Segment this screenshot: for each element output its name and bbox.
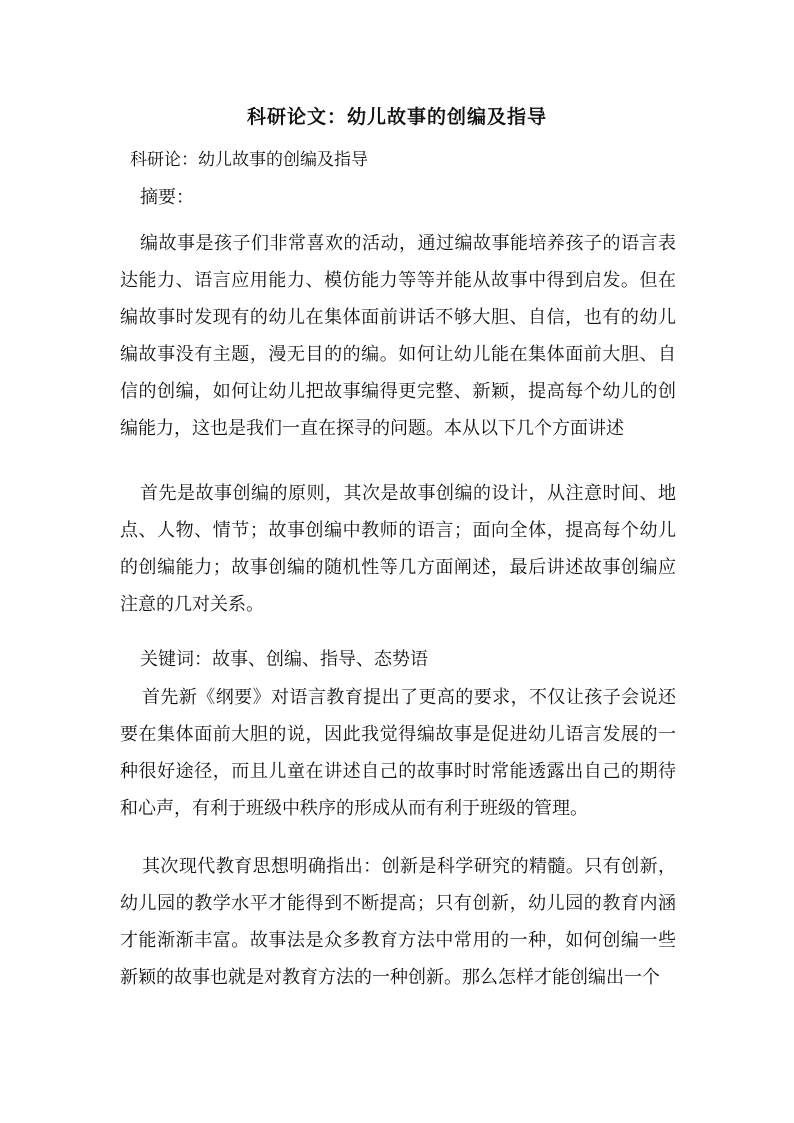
document-title: 科研论文：幼儿故事的创编及指导 bbox=[246, 106, 547, 128]
abstract-label: 摘要： bbox=[140, 187, 194, 208]
body-paragraph-2: 其次现代教育思想明确指出：创新是科学研究的精髓。只有创新，幼儿园的教学水平才能得到不断提高；只有创新，幼儿园的教育内涵才能渐渐丰富。故事法是众多教育方法中常用的一种，如何创编一些新颖的故事也就是对教育方法的一种创新。那么怎样才能创编出一个 bbox=[120, 856, 676, 988]
keywords-line: 关键词：故事、创编、指导、态势语 bbox=[140, 649, 428, 670]
abstract-paragraph-2: 首先是故事创编的原则，其次是故事创编的设计，从注意时间、地点、人物、情节；故事创编中教师的语言；面向全体，提高每个幼儿的创编能力；故事创编的随机性等几方面阐述，最后讲述故事创编应注意的几对关系。 bbox=[120, 483, 676, 615]
body-paragraph-1: 首先新《纲要》对语言教育提出了更高的要求，不仅让孩子会说还要在集体面前大胆的说，因此我觉得编故事是促进幼儿语言发展的一种很好途径，而且儿童在讲述自己的故事时时常能透露出自己的期待和心声，有利于班级中秩序的形成从而有利于班级的管理。 bbox=[120, 687, 676, 819]
document-subtitle: 科研论：幼儿故事的创编及指导 bbox=[130, 150, 368, 170]
abstract-paragraph-1: 编故事是孩子们非常喜欢的活动，通过编故事能培养孩子的语言表达能力、语言应用能力、模仿能力等等并能从故事中得到启发。但在编故事时发现有的幼儿在集体面前讲话不够大胆、自信，也有的幼儿编故事没有主题，漫无目的的编。如何让幼儿能在集体面前大胆、自信的创编，如何让幼儿把故事编得更完整、新颖，提高每个幼儿的创编能力，这也是我们一直在探寻的问题。本从以下几个方面讲述 bbox=[120, 233, 676, 439]
